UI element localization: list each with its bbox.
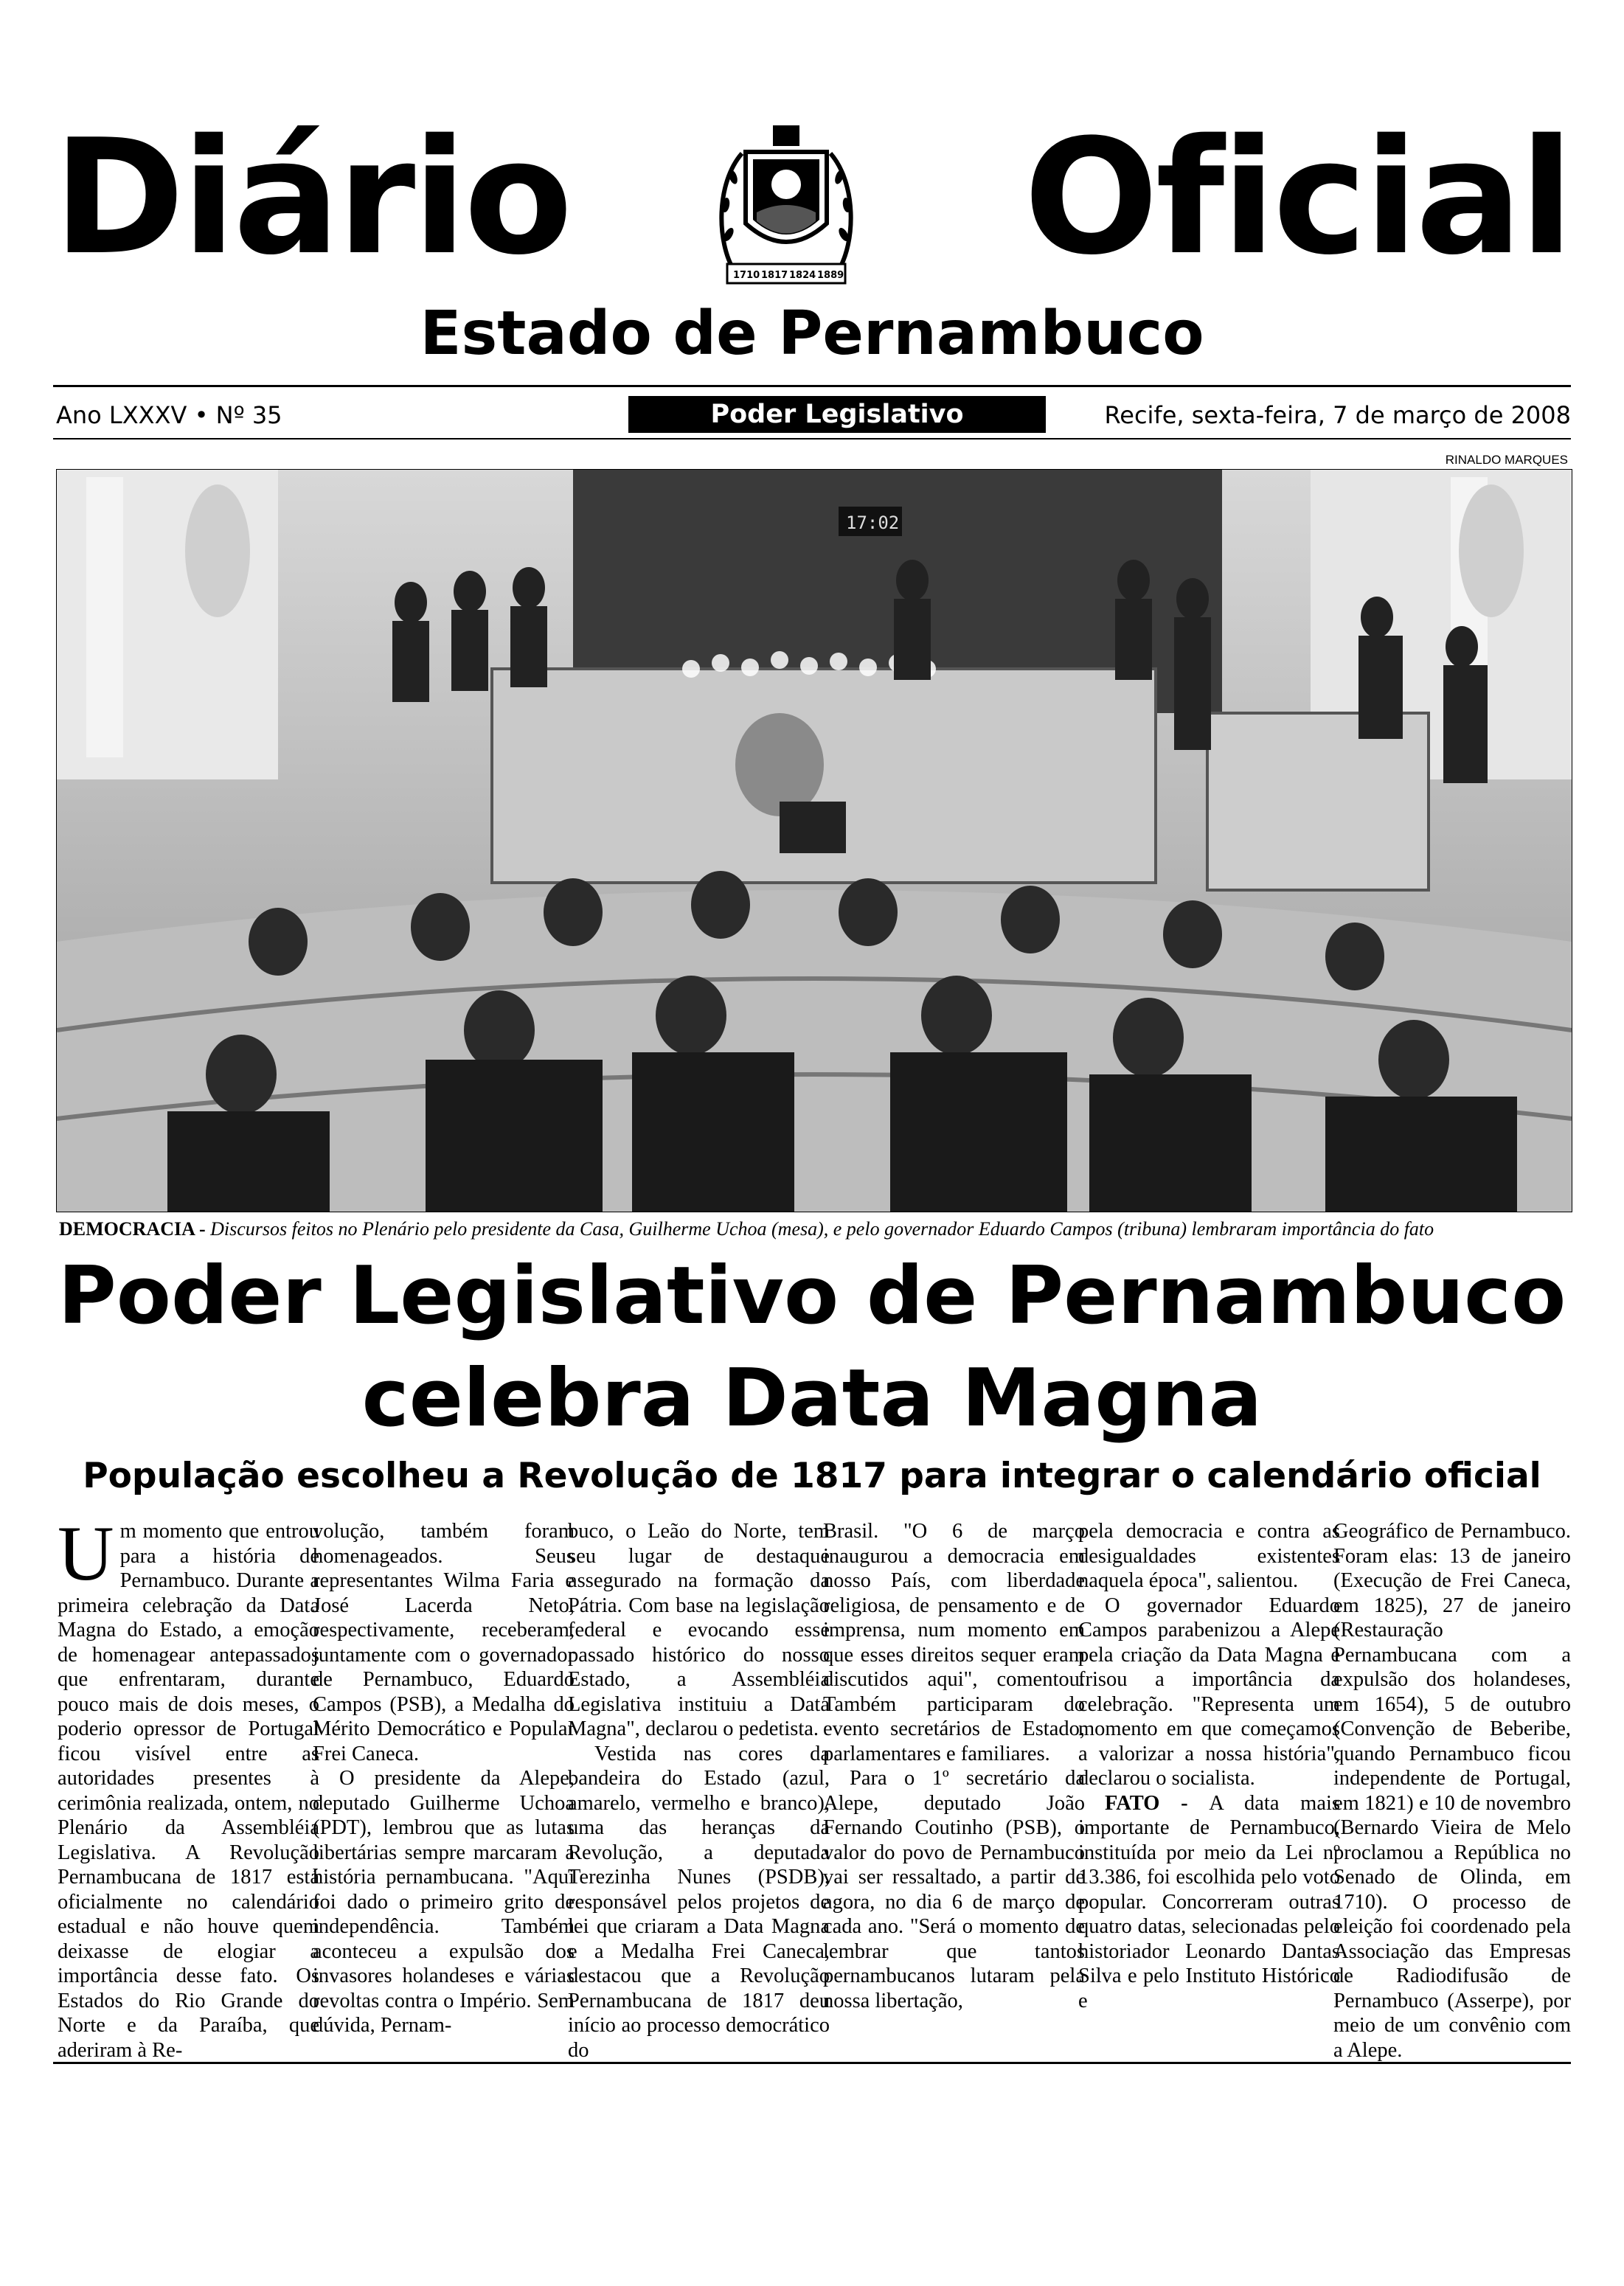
article-paragraph: Vestida nas cores da bandeira do Estado (azul, amarelo, vermelho e branco), uma das heranças da Revolução, a deputada Terezinha Nunes (PSDB), responsável pelos projetos de lei que criaram a Data Magna e a Medalha Frei Caneca, destacou que a Revolução Pernambucana de 1817 deu início ao processo democrático do xyxy=(568,1742,830,2062)
section-label: Poder Legislativo xyxy=(628,396,1046,433)
article-column-1 xyxy=(58,1510,319,2286)
top-rule xyxy=(53,385,1571,387)
article-column-4 xyxy=(823,1519,1085,2286)
article-column-2 xyxy=(313,1519,575,2286)
article-paragraph: O presidente da Alepe, deputado Guilherme Uchoa (PDT), lembrou que as lutas libertárias sempre marcaram a história pernambucana. "Aqui foi dado o primeiro grito de independência. Também aconteceu a expulsão dos invasores holandeses e várias revoltas contra o Império. Sem dúvida, Pernam- xyxy=(313,1767,575,2037)
crest-year-4: 1889 xyxy=(817,270,844,281)
masthead-title-right: Oficial xyxy=(1024,105,1571,290)
article-paragraph: Para o 1º secretário da Alepe, deputado João Fernando Coutinho (PSB), o valor do povo de Pernambuco vai ser ressaltado, a partir de agora, no dia 6 de março de cada ano. "Será o momento de lembrar que tantos pernambucanos lutaram pela nossa libertação, xyxy=(823,1767,1085,2012)
crest-year-3: 1824 xyxy=(789,270,816,281)
edition-number: Ano LXXXV • Nº 35 xyxy=(56,401,282,429)
headline-line-1: Poder Legislativo de Pernambuco xyxy=(58,1250,1566,1342)
crest-year-2: 1817 xyxy=(761,270,788,281)
article-paragraph: volução, também foram homenageados. Seus representantes Wilma Faria e José Lacerda Neto, respectivamente, receberam, juntamente com o governador de Pernambuco, Eduardo Campos (PSB), a Medalha do Mérito Democrático e Popular Frei Caneca. xyxy=(313,1520,575,1765)
masthead-subtitle: Estado de Pernambuco xyxy=(420,299,1204,369)
article-column-5 xyxy=(1078,1519,1340,2286)
headline-line-2: celebra Data Magna xyxy=(361,1352,1263,1445)
info-rule xyxy=(53,438,1571,440)
drop-cap: U xyxy=(58,1510,114,1597)
bottom-rule xyxy=(53,2062,1571,2064)
article-column-3 xyxy=(568,1519,830,2286)
section-subhead: FATO - xyxy=(1105,1791,1210,1815)
caption-kicker: DEMOCRACIA - xyxy=(59,1218,211,1240)
info-bar xyxy=(53,395,1571,435)
dateline: Recife, sexta-feira, 7 de março de 2008 xyxy=(1104,401,1571,429)
deck: População escolheu a Revolução de 1817 para integrar o calendário oficial xyxy=(83,1456,1541,1496)
crest-year-1: 1710 xyxy=(733,270,760,281)
article-paragraph: O governador Eduardo Campos parabenizou a Alepe pela criação da Data Magna e frisou a importância da celebração. "Representa um momento em que começamos a valorizar a nossa história", declarou o socialista. xyxy=(1078,1594,1340,1790)
article-paragraph: buco, o Leão do Norte, tem seu lugar de destaque assegurado na formação da Pátria. Com base na legislação federal e evocando esse passado histórico do nosso Estado, a Assembléia Legislativa instituiu a Data Magna", declarou o pedetista. xyxy=(568,1520,830,1740)
article-paragraph: pela democracia e contra as desigualdades existentes naquela época", salientou. xyxy=(1078,1520,1340,1592)
article-paragraph: Geográfico de Pernambuco. Foram elas: 13 de janeiro (Execução de Frei Caneca, em 1825), 27 de janeiro (Restauração Pernambucana com a expulsão dos holandeses, em 1654), 5 de outubro (Convenção de Beberibe, quando Pernambuco ficou independente de Portugal, em 1821) e 10 de novembro (Bernardo Vieira de Melo proclamou a República no Senado de Olinda, em 1710). O processo de eleição foi coordenado pela Associação das Empresas de Radiodifusão de Pernambuco (Asserpe), por meio de um convênio com a Alepe. xyxy=(1333,1520,1571,2062)
masthead-title-left: Diário xyxy=(53,105,570,290)
article-paragraph-text: A data mais importante de Pernambuco, instituída por meio da Lei nº 13.386, foi escolhida pelo voto popular. Concorreram outras quatro datas, selecionadas pelo historiador Leonardo Dantas Silva e pelo Instituto Histórico e xyxy=(1078,1791,1340,2012)
article-paragraph xyxy=(1078,1791,1340,2014)
photo-credit: RINALDO MARQUES xyxy=(1445,453,1568,467)
photo-caption xyxy=(59,1217,1571,1242)
plenary-photo xyxy=(56,469,1572,1212)
coat-of-arms-icon xyxy=(712,124,860,290)
caption-text: Discursos feitos no Plenário pelo presidente da Casa, Guilherme Uchoa (mesa), e pelo governador Eduardo Campos (tribuna) lembraram importância do fato xyxy=(210,1218,1434,1240)
article-paragraph: Brasil. "O 6 de março inaugurou a democracia em nosso País, com liberdade religiosa, de pensamento e de imprensa, num momento em que esses direitos sequer eram discutidos aqui", comentou. Também participaram do evento secretários de Estado, parlamentares e familiares. xyxy=(823,1520,1085,1765)
article-paragraph: m momento que entrou para a história de Pernambuco. Durante a primeira celebração da Data Magna do Estado, a emoção de homenagear antepassados que enfrentaram, durante pouco mais de dois meses, o poderio opressor de Portugal ficou visível entre as autoridades presentes à cerimônia realizada, ontem, no Plenário da Assembléia Legislativa. A Revolução Pernambucana de 1817 está oficialmente no calendário estadual e não houve quem deixasse de elogiar a importância desse fato. Os Estados do Rio Grande do Norte e da Paraíba, que aderiram à Re- xyxy=(58,1520,319,2062)
article-column-6 xyxy=(1333,1519,1571,2286)
plenary-clock: 17:02 xyxy=(846,513,900,533)
